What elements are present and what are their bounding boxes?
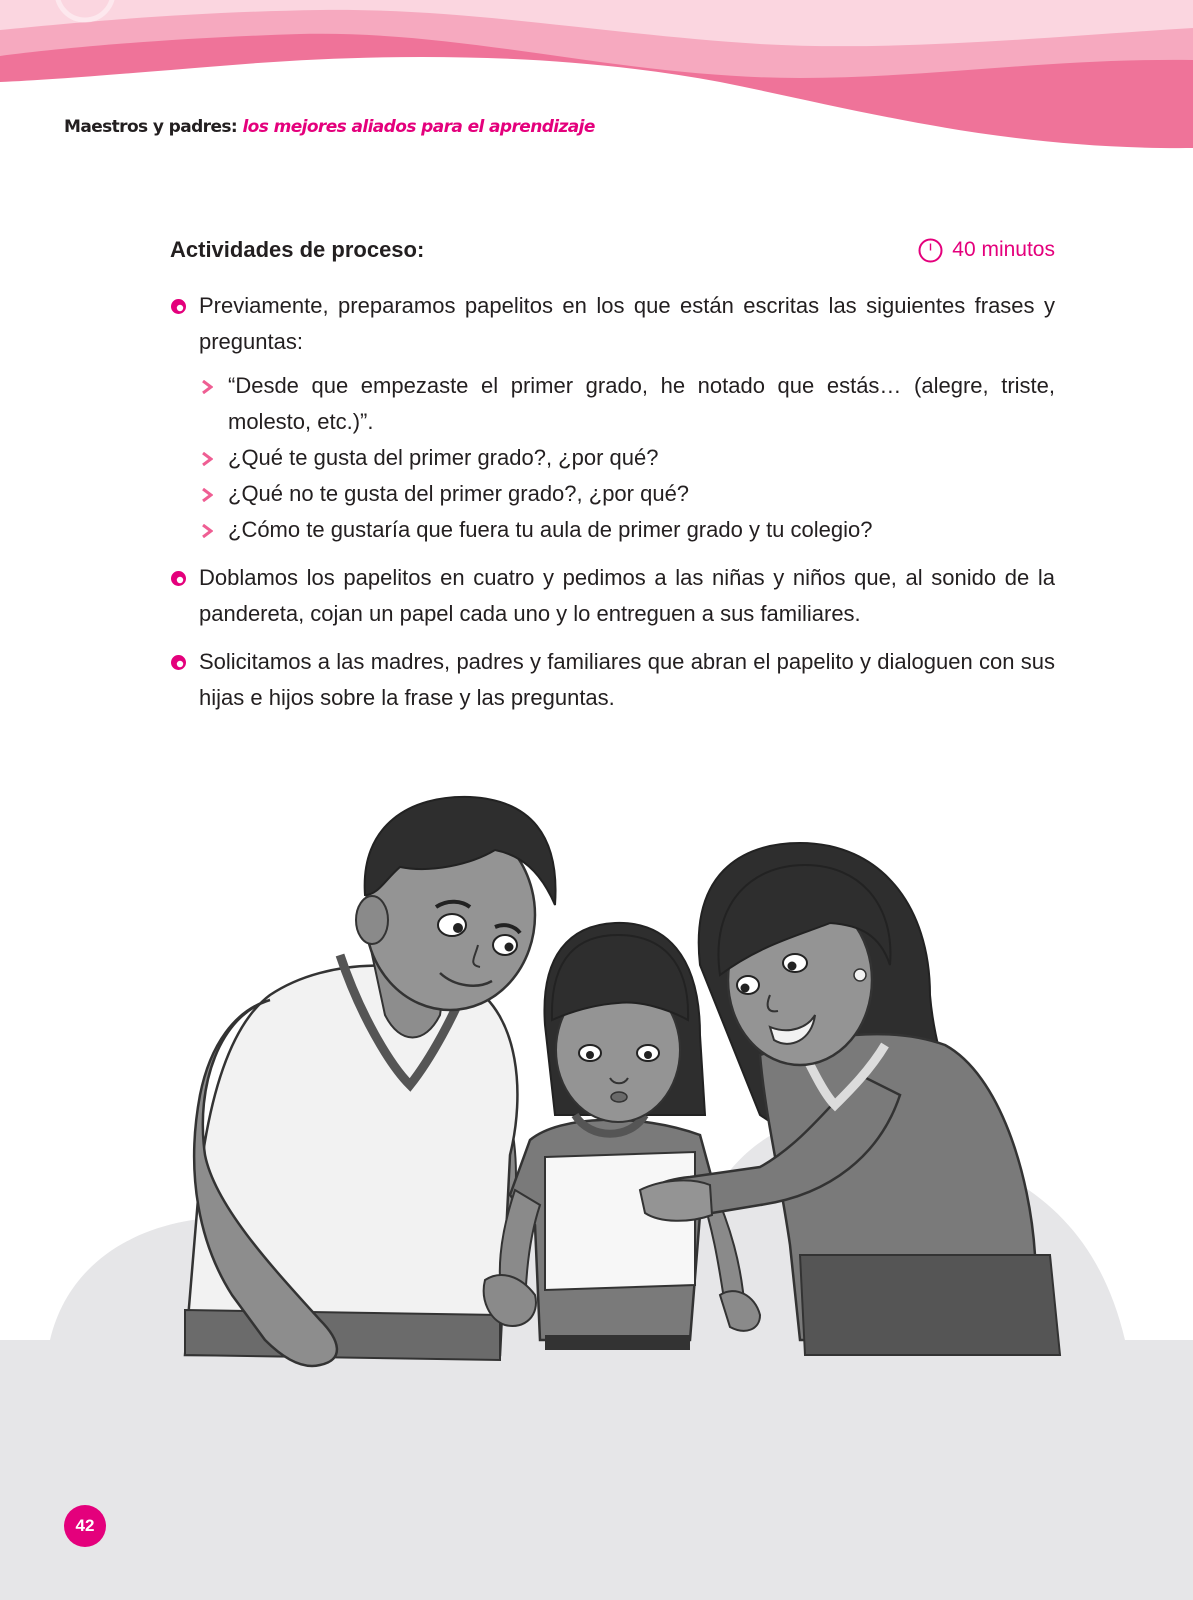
question-list [199,368,1055,548]
chevron-right-icon [201,452,213,466]
chevron-right-icon [201,524,213,538]
sub-item [199,476,1055,512]
sub-item-text: ¿Qué te gusta del primer grado?, ¿por qué? [228,445,659,470]
sub-item-text: ¿Cómo te gustaría que fuera tu aula de primer grado y tu colegio? [228,517,873,542]
chevron-right-icon [201,380,213,394]
list-item [170,644,1055,716]
bullet-dot-icon [170,570,187,587]
clock-icon [918,238,943,263]
family-reading-illustration [0,795,1193,1600]
main-content [170,230,1055,728]
sub-item [199,440,1055,476]
duration-label: 40 minutos [952,238,1055,261]
duration [918,238,1055,263]
bullet-dot-icon [170,654,187,671]
page-number: 42 [64,1505,106,1547]
section-header [170,230,1055,270]
list-item-text: Solicitamos a las madres, padres y familiares que abran el papelito y dialoguen con sus hijas e hijos sobre la frase y las preguntas. [199,649,1055,710]
sub-item [199,512,1055,548]
list-item-text: Previamente, preparamos papelitos en los que están escritas las siguientes frases y preguntas: [199,293,1055,354]
section-title: Actividades de proceso: [170,237,425,262]
chevron-right-icon [201,488,213,502]
list-item [170,288,1055,548]
sub-item-text: ¿Qué no te gusta del primer grado?, ¿por qué? [228,481,690,506]
series-subtitle: los mejores aliados para el aprendizaje [242,117,595,137]
activity-list [170,288,1055,716]
sub-item-text: “Desde que empezaste el primer grado, he notado que estás… (alegre, triste, molesto, etc.)”. [228,373,1055,434]
list-item [170,560,1055,632]
running-head [64,117,595,137]
bullet-dot-icon [170,298,187,315]
series-title: Maestros y padres: [64,117,238,137]
list-item-text: Doblamos los papelitos en cuatro y pedimos a las niñas y niños que, al sonido de la pandereta, cojan un papel cada uno y lo entreguen a sus familiares. [199,565,1055,626]
sub-item [199,368,1055,440]
